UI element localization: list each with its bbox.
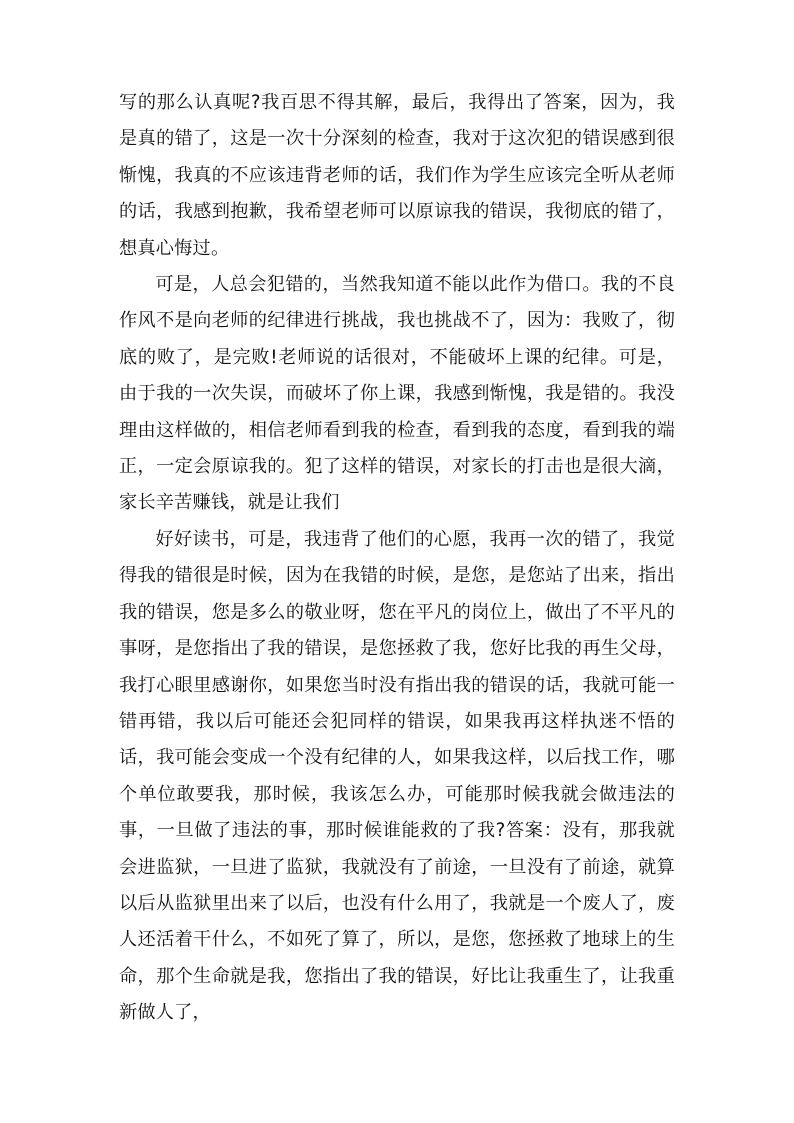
- document-body: [119, 85, 675, 1032]
- paragraph-continuation: 写的那么认真呢?我百思不得其解，最后，我得出了答案，因为，我是真的错了，这是一次十分深刻的检查，我对于这次犯的错误感到很惭愧，我真的不应该违背老师的话，我们作为学生应该完全听从老师的话，我感到抱歉，我希望老师可以原谅我的错误，我彻底的错了，想真心悔过。: [119, 92, 675, 259]
- paragraph-3: 好好读书，可是，我违背了他们的心愿，我再一次的错了，我觉得我的错很是时候，因为在我错的时候，是您，是您站了出来，指出我的错误，您是多么的敬业呀，您在平凡的岗位上，做出了不平凡的事呀，是您指出了我的错误，是您拯救了我，您好比我的再生父母，我打心眼里感谢你，如果您当时没有指出我的错误的话，我就可能一错再错，我以后可能还会犯同样的错误，如果我再这样执迷不悟的话，我可能会变成一个没有纪律的人，如果我这样，以后找工作，哪个单位敢要我，那时候，我该怎么办，可能那时候我就会做违法的事，一旦做了违法的事，那时候谁能救的了我?答案：没有，那我就会进监狱，一旦进了监狱，我就没有了前途，一旦没有了前途，就算以后从监狱里出来了以后，也没有什么用了，我就是一个废人了，废人还活着干什么，不如死了算了，所以，是您，您拯救了地球上的生命，那个生命就是我，您指出了我的错误，好比让我重生了，让我重新做人了，: [119, 528, 675, 1024]
- paragraph-2: 可是，人总会犯错的，当然我知道不能以此作为借口。我的不良作风不是向老师的纪律进行挑战，我也挑战不了，因为：我败了，彻底的败了，是完败!老师说的话很对，不能破坏上课的纪律。可是，由于我的一次失误，而破坏了你上课，我感到惭愧，我是错的。我没理由这样做的，相信老师看到我的检查，看到我的态度，看到我的端正，一定会原谅我的。犯了这样的错误，对家长的打击也是很大滴，家长辛苦赚钱，就是让我们: [119, 274, 675, 514]
